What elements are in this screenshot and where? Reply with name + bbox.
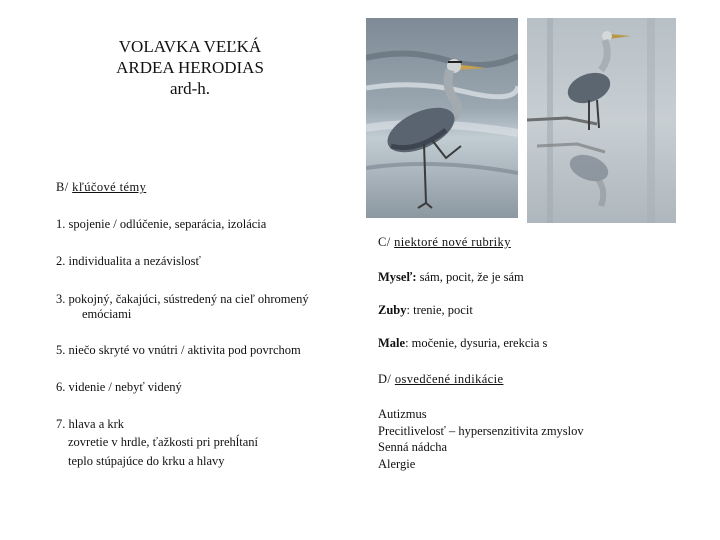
section-d-prefix: D/ <box>378 372 392 386</box>
rubric-text: sám, pocit, že je sám <box>416 270 524 284</box>
list-item: Alergie <box>378 456 416 471</box>
heron-photo-surf <box>366 18 518 218</box>
section-d-heading <box>378 372 503 387</box>
rubric-teeth <box>378 303 473 318</box>
section-c-prefix: C/ <box>378 235 391 249</box>
section-b-title: kľúčové témy <box>72 180 147 194</box>
list-item: Senná nádcha <box>378 440 448 454</box>
list-item: Autizmus <box>378 407 427 421</box>
section-b-heading <box>56 180 146 195</box>
rubric-text: : močenie, dysuria, erekcia s <box>405 336 548 350</box>
title-common-name: VOLAVKA VEĽKÁ <box>118 37 262 56</box>
list-item: 2. individualita a nezávislosť <box>56 254 201 268</box>
section-c-heading <box>378 235 511 250</box>
heron-photo-reflection <box>527 18 676 223</box>
rubric-text: : trenie, pocit <box>406 303 473 317</box>
title-latin-name: ARDEA HERODIAS <box>116 58 264 77</box>
heron-photo-reflection-image <box>527 18 676 223</box>
list-item: 5. niečo skryté vo vnútri / aktivita pod povrchom <box>56 343 301 357</box>
rubric-mind <box>378 270 524 285</box>
list-item: 1. spojenie / odlúčenie, separácia, izolácia <box>56 217 267 231</box>
list-item: 3. pokojný, čakajúci, sústredený na cieľ ohromený <box>56 292 309 306</box>
rubric-label: Zuby <box>378 303 407 317</box>
list-item: 6. videnie / nebyť videný <box>56 380 182 394</box>
list-item: teplo stúpajúce do krku a hlavy <box>68 454 225 468</box>
section-d-title: osvedčené indikácie <box>394 372 504 386</box>
rubric-label: Male <box>378 336 406 350</box>
indications-list <box>378 406 584 472</box>
species-title <box>60 36 320 99</box>
rubric-male <box>378 336 547 351</box>
rubric-label: Myseľ: <box>378 270 417 284</box>
list-item: 7. hlava a krk <box>56 417 125 431</box>
list-item: emóciami <box>82 307 132 321</box>
section-c-title: niektoré nové rubriky <box>394 235 511 249</box>
title-abbreviation: ard-h. <box>169 79 211 98</box>
section-b-prefix: B/ <box>56 180 69 194</box>
list-item: zovretie v hrdle, ťažkosti pri prehĺtaní <box>68 435 258 449</box>
list-item: Precitlivelosť – hypersenzitivita zmyslov <box>378 423 584 438</box>
heron-photo-surf-image <box>366 18 518 218</box>
